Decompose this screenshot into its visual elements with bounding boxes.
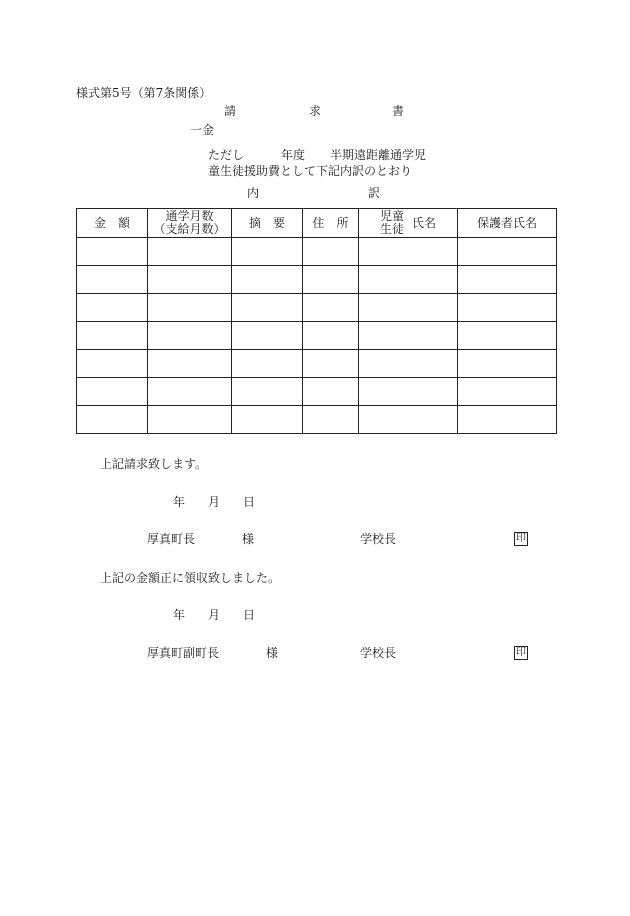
table-body bbox=[77, 238, 557, 434]
table-cell bbox=[303, 322, 359, 350]
request-date-day: 日 bbox=[243, 495, 256, 509]
header-amount: 金 額 bbox=[77, 209, 148, 238]
table-cell bbox=[458, 406, 557, 434]
table-row bbox=[77, 266, 557, 294]
table-cell bbox=[148, 322, 232, 350]
table-cell bbox=[303, 378, 359, 406]
table-cell bbox=[303, 350, 359, 378]
table-cell bbox=[148, 350, 232, 378]
table-cell bbox=[232, 238, 303, 266]
table-cell bbox=[77, 238, 148, 266]
receipt-seal-mark: 印 bbox=[516, 647, 526, 658]
table-row bbox=[77, 406, 557, 434]
header-student-line1: 児童 bbox=[379, 209, 404, 223]
receipt-signer: 学校長 bbox=[360, 646, 397, 660]
table-header-row bbox=[77, 209, 557, 238]
table-row bbox=[77, 378, 557, 406]
table-cell bbox=[148, 406, 232, 434]
table-cell bbox=[148, 378, 232, 406]
request-signer: 学校長 bbox=[360, 532, 397, 546]
table-cell bbox=[359, 238, 458, 266]
table-cell bbox=[303, 406, 359, 434]
table-cell bbox=[232, 378, 303, 406]
table-cell bbox=[303, 266, 359, 294]
amount-label: 一金 bbox=[190, 123, 215, 137]
title-char-2: 求 bbox=[309, 104, 322, 118]
table-cell bbox=[458, 266, 557, 294]
table-cell bbox=[458, 378, 557, 406]
table-cell bbox=[458, 294, 557, 322]
table-cell bbox=[232, 350, 303, 378]
receipt-date-day: 日 bbox=[243, 608, 256, 622]
request-date-month: 月 bbox=[208, 495, 221, 509]
table-cell bbox=[303, 294, 359, 322]
breakdown-char-2: 訳 bbox=[368, 186, 381, 200]
table-cell bbox=[458, 322, 557, 350]
header-address: 住 所 bbox=[303, 209, 359, 238]
breakdown-char-1: 内 bbox=[247, 186, 260, 200]
title-char-1: 請 bbox=[224, 104, 237, 118]
request-seal-mark: 印 bbox=[516, 533, 526, 544]
header-months-line2: （支給月数） bbox=[153, 222, 226, 236]
table-cell bbox=[359, 266, 458, 294]
header-student-line2: 生徒 bbox=[379, 222, 404, 236]
table-cell bbox=[232, 322, 303, 350]
title-char-3: 書 bbox=[392, 104, 405, 118]
receipt-honorific: 様 bbox=[266, 646, 279, 660]
request-statement: 上記請求致します。 bbox=[100, 457, 208, 471]
request-date-year: 年 bbox=[173, 495, 186, 509]
table-cell bbox=[77, 378, 148, 406]
table-cell bbox=[359, 322, 458, 350]
header-remarks: 摘 要 bbox=[232, 209, 303, 238]
table-cell bbox=[359, 378, 458, 406]
table-cell bbox=[303, 238, 359, 266]
table-cell bbox=[77, 322, 148, 350]
breakdown-table bbox=[76, 208, 557, 434]
table-cell bbox=[458, 238, 557, 266]
table-cell bbox=[77, 294, 148, 322]
receipt-date-month: 月 bbox=[208, 608, 221, 622]
receipt-addressee: 厚真町副町長 bbox=[147, 646, 220, 660]
table-row bbox=[77, 350, 557, 378]
purpose-half-term: 半期遠距離通学児 bbox=[330, 148, 427, 162]
table-cell bbox=[232, 406, 303, 434]
table-row bbox=[77, 294, 557, 322]
table-cell bbox=[359, 294, 458, 322]
header-student-name bbox=[359, 209, 458, 238]
table-row bbox=[77, 238, 557, 266]
header-months-line1: 通学月数 bbox=[165, 209, 214, 223]
table-cell bbox=[359, 406, 458, 434]
purpose-however: ただし bbox=[208, 148, 245, 162]
table-cell bbox=[77, 266, 148, 294]
purpose-fiscal-year: 年度 bbox=[281, 148, 306, 162]
header-student-suffix: 氏名 bbox=[412, 215, 437, 230]
table-row bbox=[77, 322, 557, 350]
table-cell bbox=[232, 266, 303, 294]
purpose-line2: 童生徒援助費として下記内訳のとおり bbox=[208, 164, 413, 178]
header-months bbox=[148, 209, 232, 238]
table-cell bbox=[148, 266, 232, 294]
table-cell bbox=[148, 294, 232, 322]
table-cell bbox=[359, 350, 458, 378]
receipt-date-year: 年 bbox=[173, 608, 186, 622]
form-number: 様式第5号（第7条関係） bbox=[76, 86, 212, 100]
receipt-statement: 上記の金額正に領収致しました。 bbox=[100, 571, 281, 585]
request-addressee: 厚真町長 bbox=[147, 532, 196, 546]
table-cell bbox=[458, 350, 557, 378]
table-cell bbox=[77, 350, 148, 378]
request-honorific: 様 bbox=[242, 532, 255, 546]
header-guardian-name: 保護者氏名 bbox=[458, 209, 557, 238]
table-cell bbox=[148, 238, 232, 266]
table-cell bbox=[232, 294, 303, 322]
table-cell bbox=[77, 406, 148, 434]
